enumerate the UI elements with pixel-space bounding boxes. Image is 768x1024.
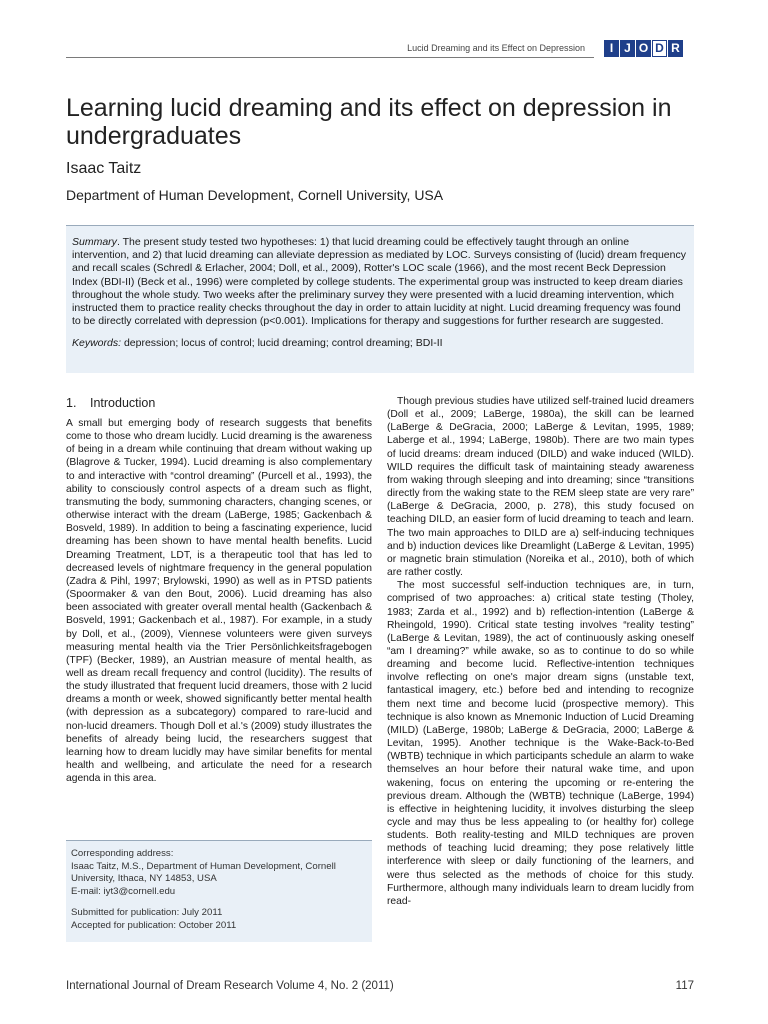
page-footer — [66, 980, 694, 992]
body-paragraph: Though previous studies have utilized self-trained lucid dreamers (Doll et al., 2009; LaBerge, 1980a), the skill can be learned (LaBerge & DeGracia, 2000; LaBerge & Levitan, 1995, 1989; Laberge et al., 1994; LaBerge, 1980b). There are two main types of lucid dreams: dream induced (DILD) and wake induced (WILD). WILD requires the difficult task of maintaining steady awareness from waking through sleeping and into dreaming; since “transitions directly from the waking state to the REM sleep state are very rare” (LaBerge & DeGracia, 2000, p. 278), this study focused on teaching DILD, an easier form of lucid dreaming to teach and learn. The two main approaches to DILD are a) self-inducing techniques and b) induction devices like Dreamlight (LaBerge & Levitan, 1995) or magnetic brain stimulation (Noreika et al., 2010), both of which are rather costly. — [387, 396, 694, 579]
header-rule — [66, 57, 594, 58]
keywords-label: Keywords: — [72, 337, 122, 350]
right-column — [387, 395, 694, 908]
author-affiliation: Department of Human Development, Cornell University, USA — [66, 187, 444, 203]
logo-letter-r: R — [668, 40, 683, 57]
summary-box — [66, 225, 694, 373]
correspondence-address: Isaac Taitz, M.S., Department of Human Development, Cornell University, Ithaca, NY 14853, USA — [71, 860, 336, 884]
summary-label: Summary — [72, 236, 117, 248]
left-column — [66, 417, 372, 785]
correspondence-box — [66, 840, 372, 942]
summary-paragraph — [72, 236, 688, 328]
section-number: 1. — [66, 396, 77, 410]
correspondence-email: E-mail: iyt3@cornell.edu — [71, 885, 176, 897]
acceptance-date: Accepted for publication: October 2011 — [71, 919, 237, 931]
keywords-line — [72, 337, 688, 350]
summary-text: . The present study tested two hypotheses: 1) that lucid dreaming could be effectively taught through an online intervention, and 2) that lucid dreaming can alleviate depression as mediated by LOC. Surveys consisting of (lucid) dream frequency and recall scales (Schredl & Erlacher, 2004; Doll, et al., 2009), Rotter's LOC scale (1966), and the most recent Beck Depression Index (BDI-II) (Beck et al., 1996) were completed by college students. The experimental group was instructed to keep dream diaries throughout the whole study. Two weeks after the preliminary survey they were presented with a lucid dreaming intervention, which instructed them to practice reality checks throughout the day in order to attain lucidity at night. Lucid dreaming frequency was found to be directly correlated with depression (p<0.001). Implications for therapy and suggestions for further research are suggested. — [72, 236, 686, 328]
section-heading — [66, 396, 155, 410]
author-name: Isaac Taitz — [66, 160, 142, 177]
logo-letter-j: J — [620, 40, 635, 57]
body-paragraph: A small but emerging body of research suggests that benefits come to those who dream lucidly. Lucid dreaming is the awareness of being in a dream while continuing that dream without waking up (Blagrove & Tucker, 1994). Lucid dreaming is also complementary to and interactive with “control dreaming” (Purcell et al., 1993), the ability to consciously control aspects of a dream such as flight, transmuting the body, summoning characters, changing scenes, or otherwise interact with the dream (LaBerge, 1985; Gackenbach & Bosveld, 1989). In addition to being a fascinating experience, lucid dreaming has been shown to have mental health benefits. Lucid Dreaming Treatment, LDT, is a therapeutic tool that has led to decreased levels of nightmare frequency in the general population (Zadra & Pihl, 1997; Brylowski, 1990) as well as in PTSD patients (Spoormaker & van den Bout, 2006). Lucid dreaming has also been associated with greater overall mental health (Gackenbach & Bosveld, 1991; Gackenbach et al., 1987). For example, in a study by Doll, et al., (2009), Viennese volunteers were given surveys measuring mental health via the Trier Persönlichkeitsfragebogen (TPF) (Becker, 1989), an Austrian measure of mental health, as well as dream recall frequency and control (lucidity). The results of the study illustrated that frequent lucid dreamers, those with 2 lucid dreams a month or week, showed significantly better mental health (with depression as a subcategory) compared to rare-lucid and non-lucid dreamers. Though Doll et al.'s (2009) study illustrates the benefits of already being lucid, the researchers suggest that learning how to dream lucidly may have similar benefits for mental health and wellbeing, and articulate the need for a research agenda in this area. — [66, 418, 372, 785]
submission-date: Submitted for publication: July 2011 — [71, 907, 223, 918]
body-paragraph: The most successful self-induction techniques are, in turn, comprised of two approaches: a) critical state testing (Tholey, 1983; Zarda et al., 1992) and b) reflection-intention (LaBerge & Rheingold, 1990). Critical state testing involves “reality testing” (LaBerge & Levitan, 1989), the act of continuously asking oneself “am I dreaming?” while awake, so as to continue to do so while dreaming and become lucid. Reflective-intention techniques involve reflecting on one's major dream signs (unstable text, fantastical imagery, etc.) before bed and intending to recognize them next time and become lucid (prospective memory). This technique is also known as Mnemonic Induction of Lucid Dreaming (MILD) (LaBerge, 1980b; LaBerge & DeGracia, 2000; LaBerge & Levitan, 1995). Another technique is the Wake-Back-to-Bed (WBTB) technique in which participants schedule an alarm to wake themselves an hour before their natural wake time, and upon wakening, focus on entering the upcoming or re-entering the previous dream. Although the (WBTB) technique (LaBerge, 1994) is effective in heightening lucidity, it involves disturbing the sleep cycle and may thus be less appealing to (or healthy for) college students. Both reality-testing and MILD techniques are proven methods of teaching lucid dreaming; they pose relatively little interference with sleep or daily functioning of the learners, and were thus selected as the methods of choice for this study. Furthermore, although many individuals learn to dream lucidly from read- — [387, 580, 694, 907]
journal-citation: International Journal of Dream Research Volume 4, No. 2 (2011) — [66, 980, 394, 992]
page-number: 117 — [675, 980, 694, 992]
section-title: Introduction — [90, 396, 156, 410]
article-title: Learning lucid dreaming and its effect on depression in undergraduates — [66, 94, 672, 150]
logo-letter-d: D — [652, 40, 667, 57]
correspondence-heading: Corresponding address: — [71, 848, 174, 859]
keywords-text: depression; locus of control; lucid dreaming; control dreaming; BDI-II — [121, 337, 443, 350]
logo-letter-i: I — [604, 40, 619, 57]
running-head: Lucid Dreaming and its Effect on Depression — [407, 43, 585, 53]
logo-letter-o: O — [636, 40, 651, 57]
journal-logo — [604, 40, 683, 57]
